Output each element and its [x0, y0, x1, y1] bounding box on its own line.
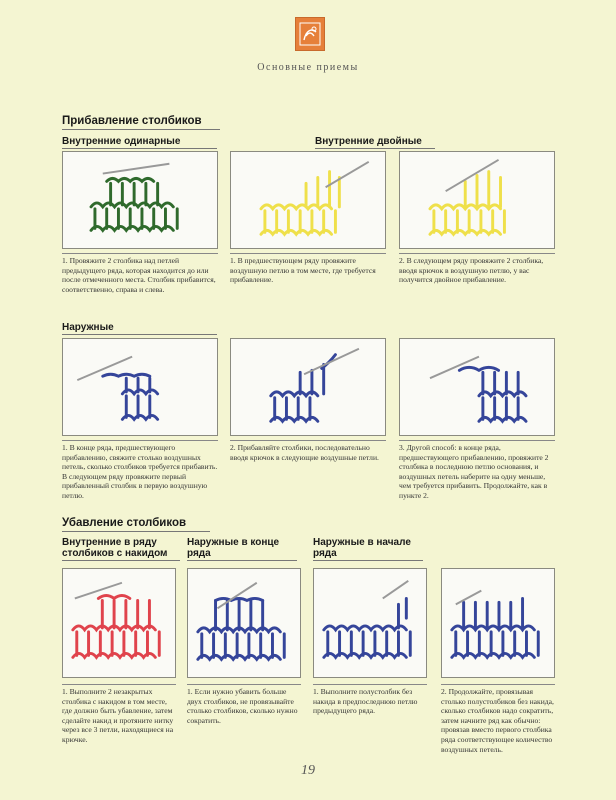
- photo-inner-single: [62, 151, 218, 249]
- caption-out-1: 1. В конце ряда, предшествующего прибавлению, свяжите столько воздушных петель, сколько столбиков требуется прибавить. В следующем ряду провяжите первый прибавленный столбик в первую воздушную петлю.: [62, 440, 218, 501]
- caption-inc-1: 1. Провяжите 2 столбика над петлей предыдущего ряда, которая находится до или после отмеченного места. Столбик прибавится, соответственно, справа и слева.: [62, 253, 218, 294]
- subtitle-inner-double: Внутренние двойные: [315, 136, 435, 149]
- photo-dec-outer-start-2: [441, 568, 555, 678]
- page-number: 19: [301, 763, 315, 778]
- crochet-logo-icon: [295, 17, 325, 51]
- photo-dec-outer-start-1: [313, 568, 427, 678]
- photo-dec-outer-end: [187, 568, 301, 678]
- photo-outer-3: [399, 338, 555, 436]
- subtitle-dec-outer-end: Наружные в конце ряда: [187, 537, 297, 561]
- chapter-title: Основные приемы: [257, 62, 359, 73]
- caption-dec-3: 1. Выполните полустолбик без накида в предпоследнюю петлю предыдущего ряда.: [313, 684, 427, 716]
- caption-inc-2: 1. В предшествующем ряду провяжите воздушную петлю в том месте, где требуется прибавление.: [230, 253, 386, 285]
- caption-dec-2: 1. Если нужно убавить больше двух столбиков, не провязывайте столько столбиков, сколько нужно сократить.: [187, 684, 301, 725]
- photo-inner-double-1: [230, 151, 386, 249]
- photo-inner-double-2: [399, 151, 555, 249]
- caption-inc-3: 2. В следующем ряду провяжите 2 столбика, вводя крючок в воздушную петлю, у вас получится двойное прибавление.: [399, 253, 555, 285]
- subtitle-outer: Наружные: [62, 322, 217, 335]
- subtitle-dec-outer-start: Наружные в начале ряда: [313, 537, 423, 561]
- caption-dec-1: 1. Выполните 2 незакрытых столбика с накидом в том месте, где должно быть убавление, затем сделайте накид и протяните нитку через все 3 петли, находящиеся на крючке.: [62, 684, 176, 745]
- photo-dec-inner: [62, 568, 176, 678]
- subtitle-dec-inner: Внутренние в ряду столбиков с накидом: [62, 537, 180, 561]
- photo-outer-2: [230, 338, 386, 436]
- section-title-decrease: Убавление столбиков: [62, 517, 210, 532]
- section-title-increase: Прибавление столбиков: [62, 115, 220, 130]
- caption-out-3: 3. Другой способ: в конце ряда, предшествующего прибавлению, провяжите 2 столбика в последнюю петлю основания, и воздушных петель наберите на одну меньше, чем требуется прибавить. Продолжайте, как в пункте 2.: [399, 440, 555, 501]
- photo-outer-1: [62, 338, 218, 436]
- subtitle-inner-single: Внутренние одинарные: [62, 136, 217, 149]
- caption-out-2: 2. Прибавляйте столбики, последовательно вводя крючок в следующие воздушные петли.: [230, 440, 386, 462]
- caption-dec-4: 2. Продолжайте, провязывая столько полустолбиков без накида, сколько столбиков надо сократить, затем начните ряд как обычно: провязав вместо первого столбика ряда соответствующее количество воздушных петель.: [441, 684, 555, 754]
